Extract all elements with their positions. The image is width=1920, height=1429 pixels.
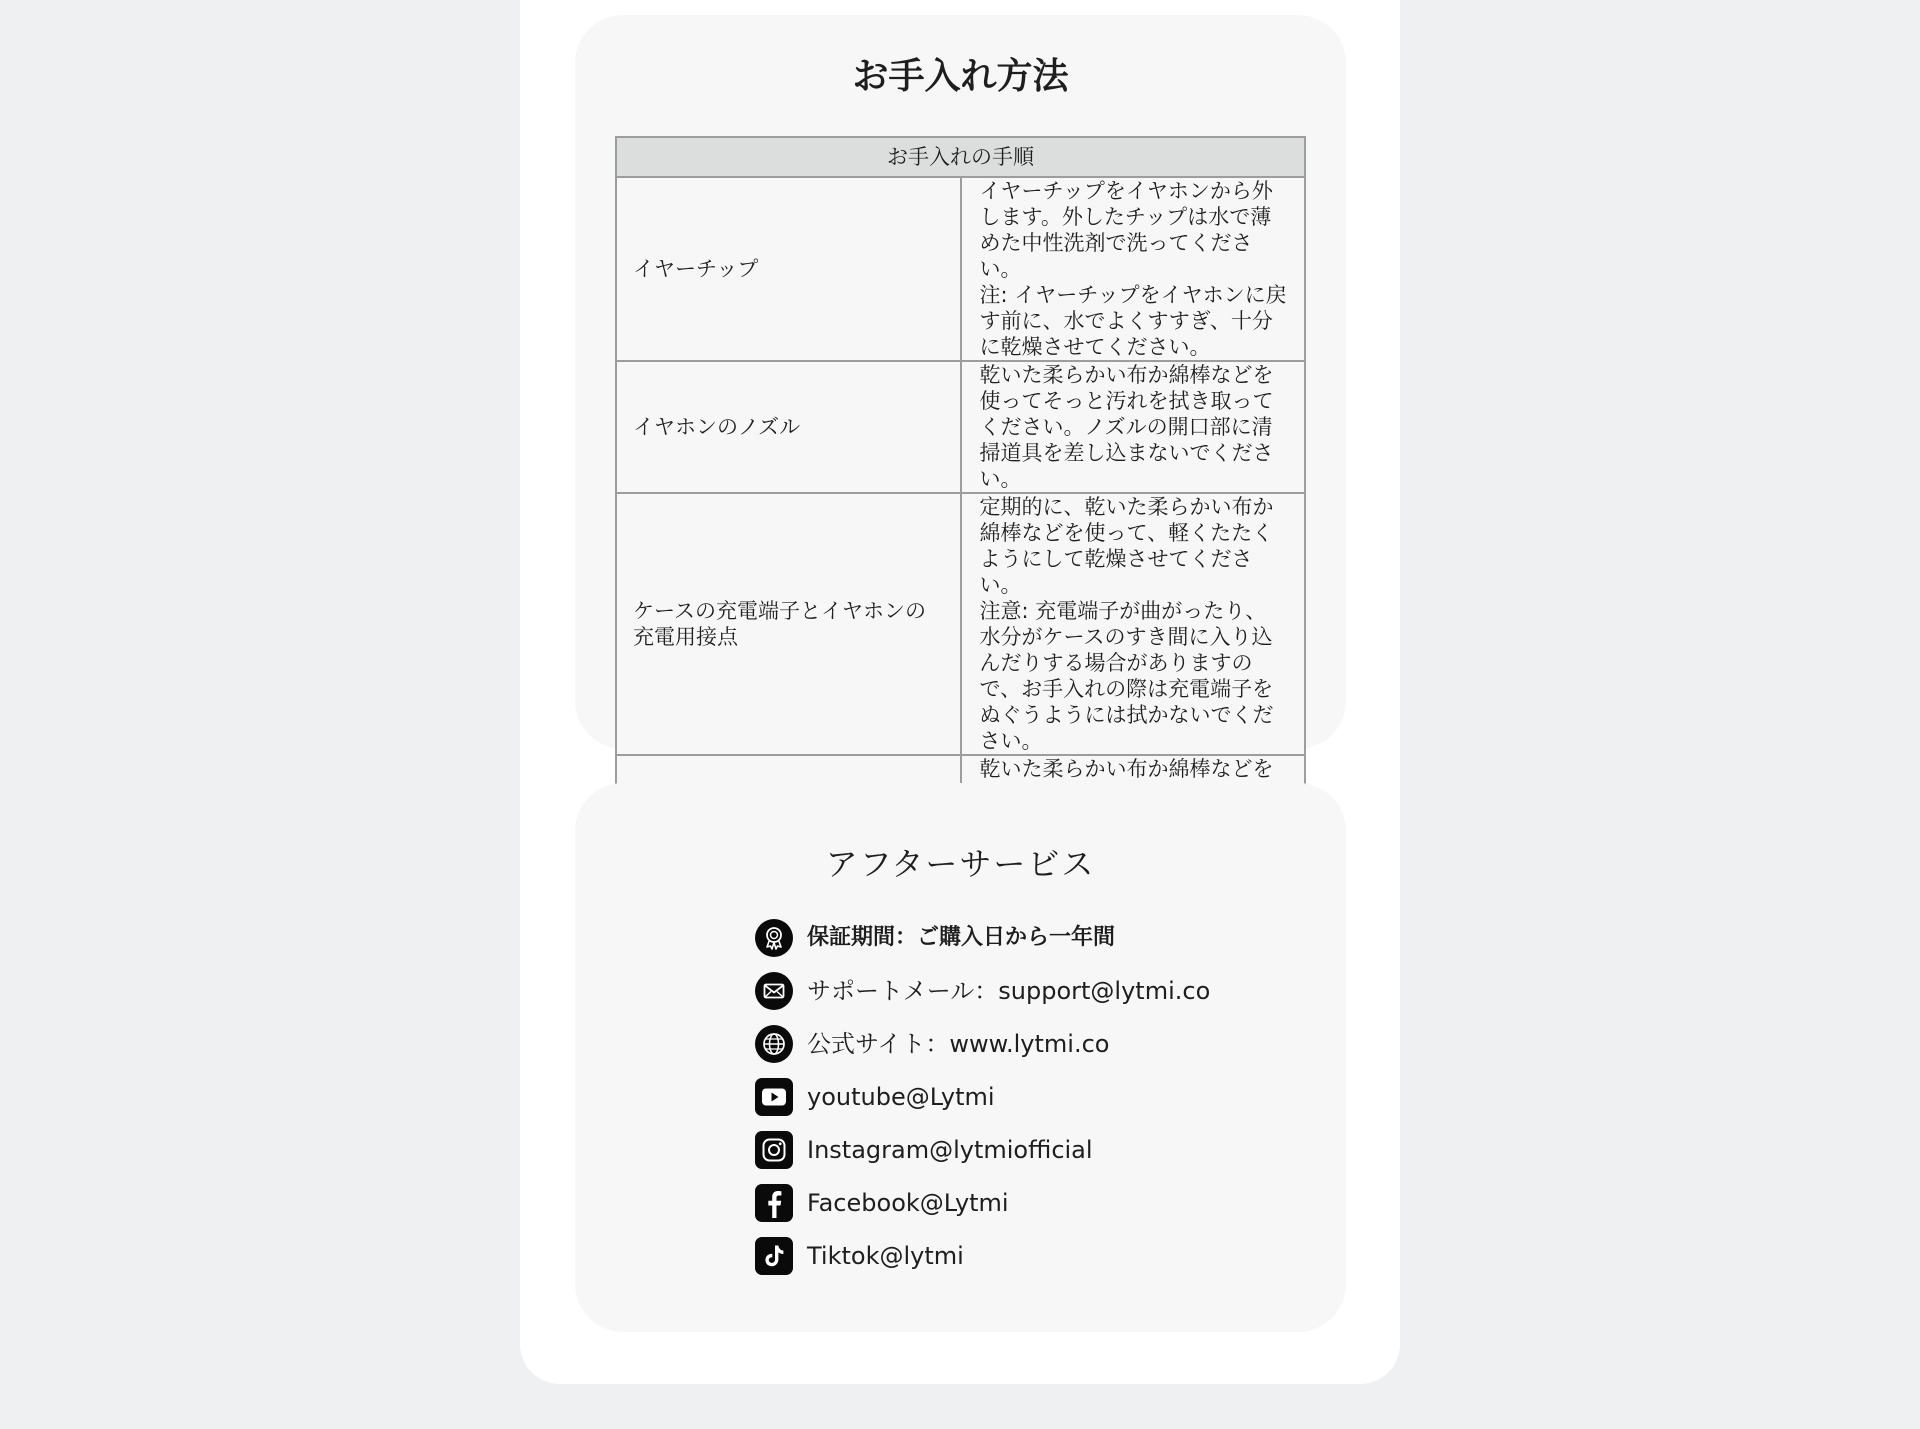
table-row: [616, 361, 1305, 493]
care-table: [615, 136, 1306, 836]
contact-email-text[interactable]: サポートメール：support@lytmi.co: [807, 977, 1211, 1005]
contact-warranty-text: 保証期間：ご購入日から一年間: [807, 925, 1116, 950]
globe-icon: [755, 1025, 793, 1063]
mail-icon: [755, 972, 793, 1010]
table-row: [616, 177, 1305, 361]
care-desc-text: 乾いた柔らかい布か綿棒などを: [979, 757, 1274, 781]
care-title: お手入れ方法: [852, 56, 1069, 97]
contact-tiktok[interactable]: [755, 1237, 1210, 1275]
page-container: [520, 0, 1400, 1384]
facebook-icon: [755, 1184, 793, 1222]
contact-website-text[interactable]: 公式サイト：www.lytmi.co: [807, 1030, 1110, 1058]
care-desc-text: 乾いた柔らかい布か綿棒などを使ってそっと汚れを拭き取ってください。ノズルの開口部に清掃道具を差し込まないでください。: [979, 363, 1274, 491]
care-table-header: お手入れの手順: [616, 137, 1305, 177]
contact-list: [755, 919, 1210, 1290]
table-row: [616, 493, 1305, 755]
contact-website[interactable]: [755, 1025, 1210, 1063]
contact-youtube-text[interactable]: youtube@Lytmi: [807, 1083, 995, 1111]
care-part-cell: ケースの充電端子とイヤホンの充電用接点: [616, 493, 961, 755]
warranty-badge-icon: [755, 919, 793, 957]
care-section: [575, 15, 1346, 781]
care-desc-cell: [961, 177, 1306, 361]
contact-facebook-text[interactable]: Facebook@Lytmi: [807, 1189, 1009, 1217]
care-desc-cell: [961, 493, 1306, 755]
care-desc-text: イヤーチップをイヤホンから外します。外したチップは水で薄めた中性洗剤で洗ってください。 注: イヤーチップをイヤホンに戻す前に、水でよくすすぎ、十分に乾燥させてください。: [979, 179, 1287, 359]
tiktok-icon: [755, 1237, 793, 1275]
contact-tiktok-text[interactable]: Tiktok@lytmi: [807, 1242, 964, 1270]
instagram-icon: [755, 1131, 793, 1169]
contact-youtube[interactable]: [755, 1078, 1210, 1116]
youtube-icon: [755, 1078, 793, 1116]
care-desc-cell: [961, 361, 1306, 493]
contact-instagram[interactable]: [755, 1131, 1210, 1169]
contact-facebook[interactable]: [755, 1184, 1210, 1222]
care-desc-text: 定期的に、乾いた柔らかい布か綿棒などを使って、軽くたたくようにして乾燥させてください。 注意: 充電端子が曲がったり、水分がケースのすき間に入り込んだりする場合がありますので、お手入れの際は充電端子をぬぐうようには拭かないでください。: [979, 495, 1274, 753]
care-part-cell: イヤーチップ: [616, 177, 961, 361]
service-title: アフターサービス: [825, 845, 1096, 883]
contact-instagram-text[interactable]: Instagram@lytmiofficial: [807, 1136, 1093, 1164]
care-part-cell: イヤホンのノズル: [616, 361, 961, 493]
after-service-section: [575, 783, 1346, 1332]
contact-email[interactable]: [755, 972, 1210, 1010]
contact-warranty: [755, 919, 1210, 957]
